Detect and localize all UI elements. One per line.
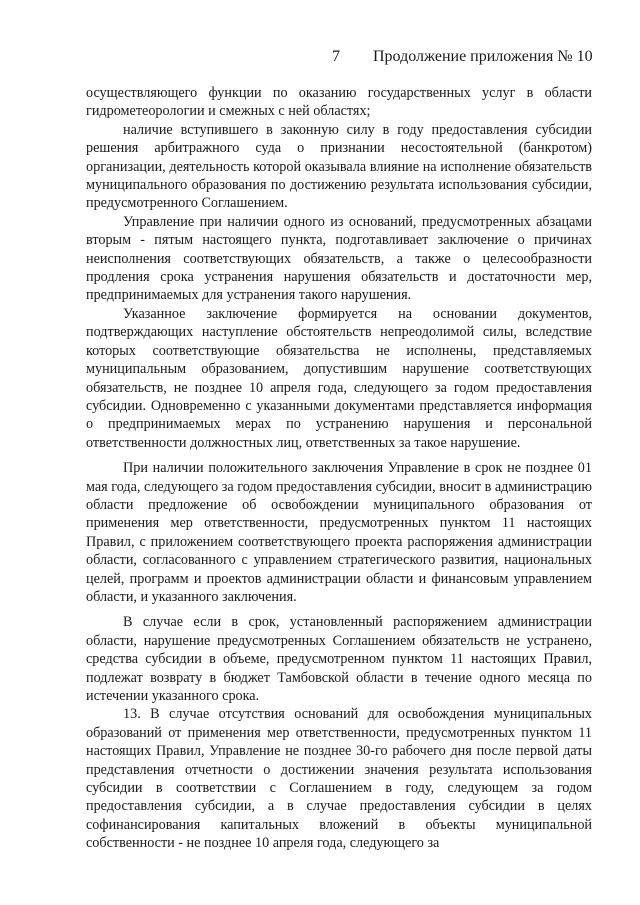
- page-header: [0, 47, 640, 67]
- paragraph-directorate-conclusion: Управление при наличии одного из оснований, предусмотренных абзацами вторым - пятым настоящего пункта, подготавливает заключение о причинах неисполнения соответствующих обязательств, а также о целесообразности продления срока устранения нарушения обязательств и достаточности мер, предпринимаемых для устранения такого нарушения.: [86, 213, 592, 304]
- document-body: [86, 84, 592, 853]
- paragraph-bankruptcy-condition: наличие вступившего в законную силу в году предоставления субсидии решения арбитражного суда о признании несостоятельной (банкротом) организации, деятельность которой оказывала влияние на исполнение обязательств муниципального образования по достижению результата использования субсидии, предусмотренного Соглашением.: [86, 121, 592, 212]
- paragraph-refund-condition: В случае если в срок, установленный распоряжением администрации области, нарушение предусмотренных Соглашением обязательств не устранено, средства субсидии в объеме, предусмотренном пунктом 11 настоящих Правил, подлежат возврату в бюджет Тамбовской области в течение одного месяца по истечении указанного срока.: [86, 614, 592, 704]
- paragraph-continuation: осуществляющего функции по оказанию государственных услуг в области гидрометеорологии и смежных с ней областях;: [86, 85, 592, 120]
- paragraph-clause-13: 13. В случае отсутствия оснований для освобождения муниципальных образований от применения мер ответственности, предусмотренных пунктом 11 настоящих Правил, Управление не позднее 30-го рабочего дня после первой даты представления отчетности о достижении значения результата использования субсидии в соответствии с Соглашением в году, следующем за годом предоставления субсидии, а в случае предоставления субсидии в целях софинансирования капитальных вложений в объекты муниципальной собственности - не позднее 10 апреля года, следующего за: [86, 706, 592, 852]
- appendix-continuation-label: Продолжение приложения № 10: [373, 48, 593, 65]
- paragraph-positive-conclusion: При наличии положительного заключения Управление в срок не позднее 01 мая года, следующего за годом предоставления субсидии, вносит в администрацию области предложение об освобождении муниципального образования от применения мер ответственности, предусмотренных пунктом 11 настоящих Правил, с приложением соответствующего проекта распоряжения администрации области, согласованного с управлением стратегического развития, национальных целей, программ и проектов администрации области и финансовым управлением области, и указанного заключения.: [86, 460, 592, 605]
- page-number: 7: [332, 48, 340, 65]
- paragraph-conclusion-basis: Указанное заключение формируется на основании документов, подтверждающих наступление обстоятельств непреодолимой силы, вследствие которых соответствующие обязательства не исполнены, представляемых муниципальным образованием, допустившим нарушение соответствующих обязательств, не позднее 10 апреля года, следующего за годом предоставления субсидии. Одновременно с указанными документами представляется информация о предпринимаемых мерах по устранению нарушения и персональной ответственности должностных лиц, ответственных за такое нарушение.: [86, 305, 592, 451]
